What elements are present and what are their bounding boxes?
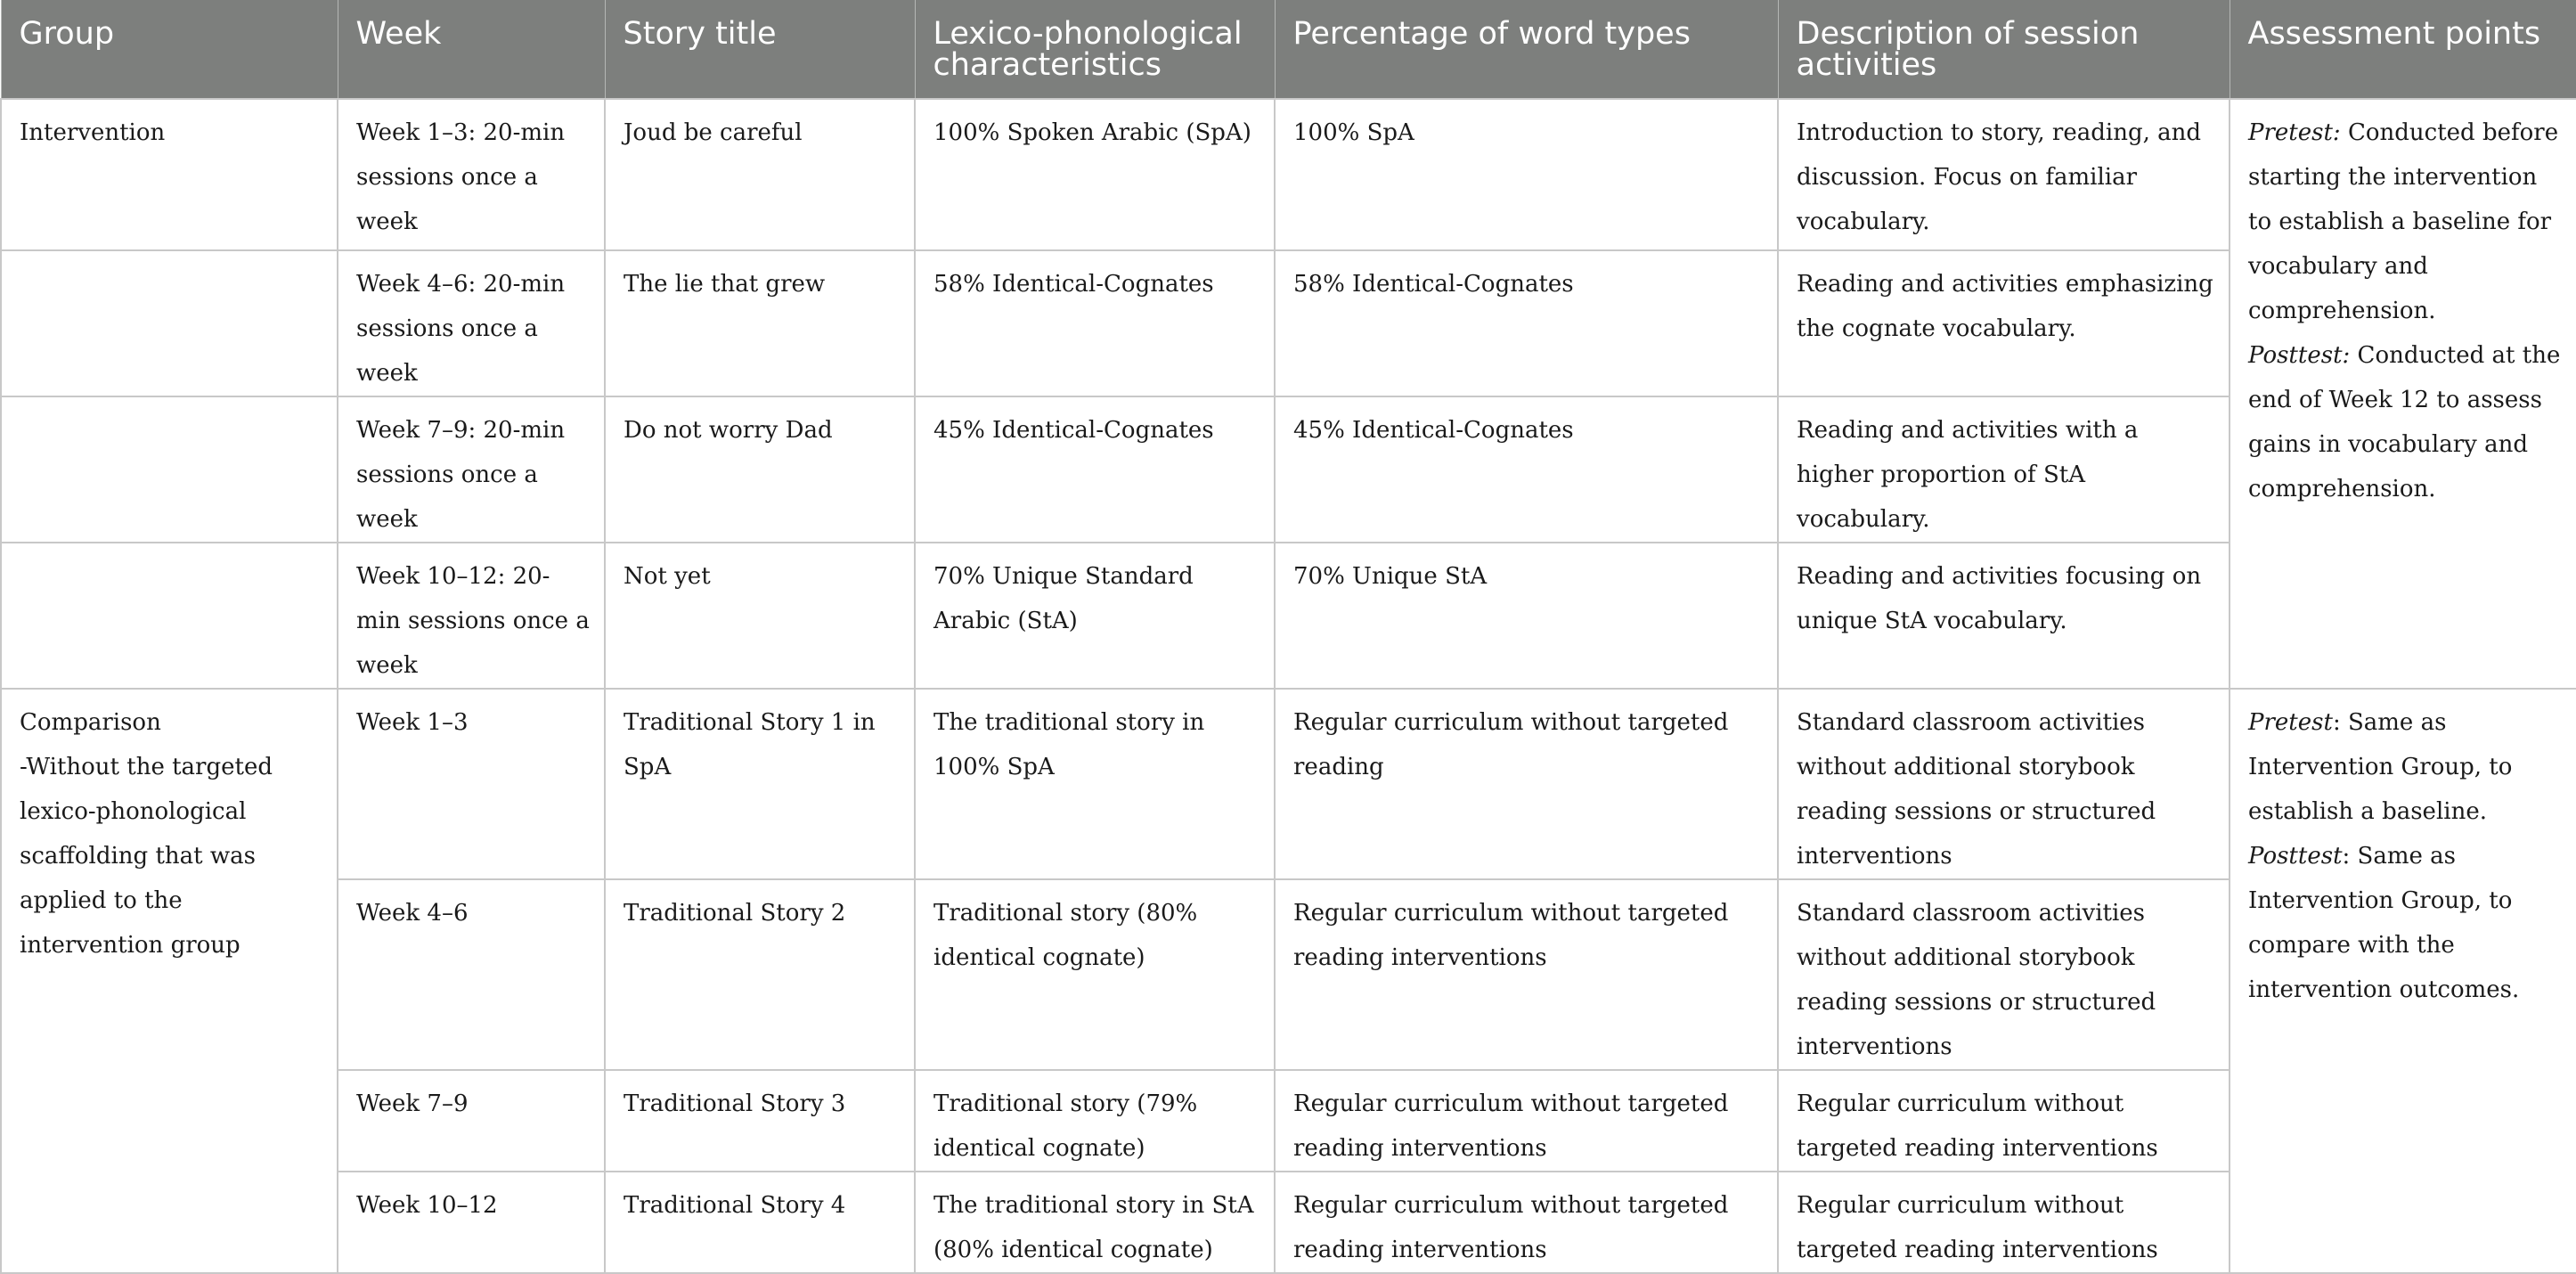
comparison-note: -Without the targeted lexico-phonological scaffolding that was applied to the intervention group	[20, 754, 273, 959]
header-lexico-phonological: Lexico-phonological characteristics	[915, 0, 1275, 99]
posttest-text: Conducted at the end of Week 12 to assess gains in vocabulary and comprehension.	[2248, 342, 2561, 502]
pretest-text: Conducted before starting the intervention to establish a baseline for vocabulary and comprehension.	[2248, 119, 2559, 324]
description-cell: Standard classroom activities without additional storybook reading sessions or structured interventions	[1778, 689, 2230, 879]
pretest-label: Pretest	[2248, 709, 2333, 736]
week-cell: Week 1–3	[338, 689, 605, 879]
lexico-cell: 100% Spoken Arabic (SpA)	[915, 99, 1275, 250]
story-title-cell: Joud be careful	[605, 99, 915, 250]
assessment-cell-intervention	[2230, 99, 2576, 689]
story-title-cell: Do not worry Dad	[605, 396, 915, 543]
table-row	[1, 99, 2576, 250]
group-cell-empty	[1, 396, 338, 543]
description-cell: Standard classroom activities without additional storybook reading sessions or structured interventions	[1778, 879, 2230, 1070]
table-row	[1, 250, 2576, 396]
header-week: Week	[338, 0, 605, 99]
percentage-cell: Regular curriculum without targeted reading	[1275, 689, 1778, 879]
percentage-cell: 100% SpA	[1275, 99, 1778, 250]
table-row	[1, 689, 2576, 879]
story-title-cell: The lie that grew	[605, 250, 915, 396]
percentage-cell: Regular curriculum without targeted reading interventions	[1275, 1070, 1778, 1172]
posttest-label: Posttest:	[2248, 342, 2351, 369]
assessment-cell-comparison	[2230, 689, 2576, 1273]
header-session-activities: Description of session activities	[1778, 0, 2230, 99]
table-row	[1, 396, 2576, 543]
table-row	[1, 543, 2576, 689]
header-assessment-points: Assessment points	[2230, 0, 2576, 99]
pretest-text: : Same as Intervention Group, to establish a baseline.	[2248, 709, 2513, 825]
group-cell-comparison	[1, 689, 338, 1273]
lexico-cell: 70% Unique Standard Arabic (StA)	[915, 543, 1275, 689]
percentage-cell: Regular curriculum without targeted reading interventions	[1275, 1172, 1778, 1273]
percentage-cell: 58% Identical-Cognates	[1275, 250, 1778, 396]
percentage-cell: 45% Identical-Cognates	[1275, 396, 1778, 543]
header-group: Group	[1, 0, 338, 99]
posttest-label: Posttest	[2248, 843, 2343, 870]
lexico-cell: 45% Identical-Cognates	[915, 396, 1275, 543]
description-cell: Reading and activities with a higher proportion of StA vocabulary.	[1778, 396, 2230, 543]
percentage-cell: Regular curriculum without targeted reading interventions	[1275, 879, 1778, 1070]
story-title-cell: Traditional Story 4	[605, 1172, 915, 1273]
story-title-cell: Not yet	[605, 543, 915, 689]
table-header	[1, 0, 2576, 99]
lexico-cell: The traditional story in StA (80% identical cognate)	[915, 1172, 1275, 1273]
lexico-cell: Traditional story (79% identical cognate)	[915, 1070, 1275, 1172]
description-cell: Reading and activities focusing on unique StA vocabulary.	[1778, 543, 2230, 689]
lexico-cell: 58% Identical-Cognates	[915, 250, 1275, 396]
description-cell: Regular curriculum without targeted reading interventions	[1778, 1070, 2230, 1172]
percentage-cell: 70% Unique StA	[1275, 543, 1778, 689]
week-cell: Week 7–9: 20-min sessions once a week	[338, 396, 605, 543]
week-cell: Week 10–12: 20-min sessions once a week	[338, 543, 605, 689]
week-cell: Week 7–9	[338, 1070, 605, 1172]
week-cell: Week 4–6	[338, 879, 605, 1070]
table-row	[1, 1172, 2576, 1273]
posttest-text: : Same as Intervention Group, to compare with the intervention outcomes.	[2248, 843, 2520, 1003]
comparison-title: Comparison	[20, 709, 161, 736]
description-cell: Introduction to story, reading, and discussion. Focus on familiar vocabulary.	[1778, 99, 2230, 250]
story-title-cell: Traditional Story 1 in SpA	[605, 689, 915, 879]
table-row	[1, 1070, 2576, 1172]
story-title-cell: Traditional Story 2	[605, 879, 915, 1070]
lexico-cell: Traditional story (80% identical cognate)	[915, 879, 1275, 1070]
description-cell: Reading and activities emphasizing the cognate vocabulary.	[1778, 250, 2230, 396]
table-row	[1, 879, 2576, 1070]
group-cell: Intervention	[1, 99, 338, 250]
pretest-label: Pretest:	[2248, 119, 2341, 146]
header-percentage-word-types: Percentage of word types	[1275, 0, 1778, 99]
group-cell-empty	[1, 250, 338, 396]
group-cell-empty	[1, 543, 338, 689]
lexico-cell: The traditional story in 100% SpA	[915, 689, 1275, 879]
story-title-cell: Traditional Story 3	[605, 1070, 915, 1172]
week-cell: Week 1–3: 20-min sessions once a week	[338, 99, 605, 250]
week-cell: Week 10–12	[338, 1172, 605, 1273]
week-cell: Week 4–6: 20-min sessions once a week	[338, 250, 605, 396]
description-cell: Regular curriculum without targeted reading interventions	[1778, 1172, 2230, 1273]
header-story-title: Story title	[605, 0, 915, 99]
